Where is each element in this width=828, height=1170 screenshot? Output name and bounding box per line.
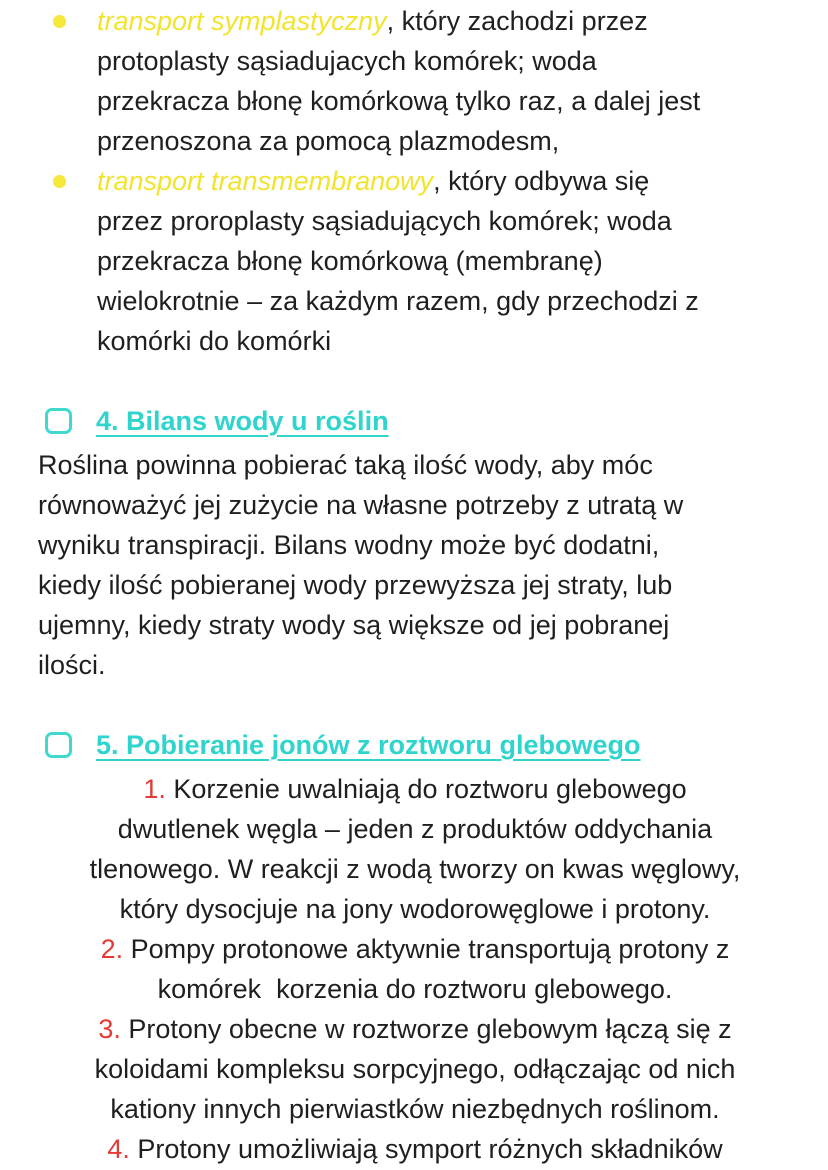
step-text: Korzenie uwalniają do roztworu glebowego bbox=[165, 774, 687, 804]
checkbox-icon[interactable] bbox=[45, 732, 72, 758]
step-text-line: koloidami kompleksu sorpcyjnego, odłączając od nich bbox=[94, 1054, 736, 1084]
paragraph-line: Roślina powinna pobierać taką ilość wody, aby móc bbox=[38, 450, 653, 480]
transport-bullet-list bbox=[0, 1, 828, 361]
section-4-heading bbox=[45, 401, 389, 441]
step-number: 4. bbox=[107, 1134, 130, 1164]
bullet-text-line: wielokrotnie – za każdym razem, gdy przechodzi z bbox=[97, 286, 699, 316]
step-item bbox=[30, 929, 800, 1009]
paragraph-line: ujemny, kiedy straty wody są większe od jej pobranej bbox=[38, 610, 670, 640]
step-item bbox=[30, 1129, 800, 1169]
paragraph-line: wyniku transpiracji. Bilans wodny może być dodatni, bbox=[38, 530, 660, 560]
bullet-text: , który zachodzi przez bbox=[386, 6, 648, 36]
highlighted-term: transport symplastyczny bbox=[97, 6, 387, 36]
section-5-heading bbox=[45, 725, 641, 765]
step-text-line: kationy innych pierwiastków niezbędnych roślinom. bbox=[110, 1094, 720, 1124]
section-4-paragraph bbox=[38, 445, 798, 685]
step-number: 2. bbox=[100, 934, 124, 964]
checkbox-icon[interactable] bbox=[45, 408, 72, 434]
bullet-transmembrane bbox=[0, 161, 828, 361]
paragraph-line: równoważyć jej zużycie na własne potrzeby z utratą w bbox=[38, 490, 684, 520]
step-text: Protony umożliwiają symport różnych składników bbox=[129, 1134, 723, 1164]
bullet-text-line: przenoszona za pomocą plazmodesm, bbox=[97, 126, 560, 156]
bullet-text: , który odbywa się bbox=[433, 166, 650, 196]
section-5-steps bbox=[30, 769, 800, 1169]
step-item bbox=[30, 769, 800, 929]
step-text: Protony obecne w roztworze glebowym łączą się z bbox=[120, 1014, 732, 1044]
bullet-text-line: komórki do komórki bbox=[97, 326, 332, 356]
step-item bbox=[30, 1009, 800, 1129]
bullet-dot-icon bbox=[53, 175, 66, 188]
bullet-text-line: przekracza błonę komórkową tylko raz, a dalej jest bbox=[97, 86, 701, 116]
paragraph-line: kiedy ilość pobieranej wody przewyższa jej straty, lub bbox=[38, 570, 673, 600]
bullet-dot-icon bbox=[53, 15, 66, 28]
section-5-title: 5. Pobieranie jonów z roztworu glebowego bbox=[96, 729, 641, 760]
step-text: Pompy protonowe aktywnie transportują protony z bbox=[123, 934, 730, 964]
bullet-text-line: przez proroplasty sąsiadujących komórek; woda bbox=[97, 206, 672, 236]
section-4-title: 4. Bilans wody u roślin bbox=[96, 405, 389, 436]
step-text-line: który dysocjuje na jony wodorowęglowe i protony. bbox=[119, 894, 711, 924]
step-number: 3. bbox=[98, 1014, 121, 1044]
step-text-line: tlenowego. W reakcji z wodą tworzy on kwas węglowy, bbox=[89, 854, 741, 884]
paragraph-line: ilości. bbox=[38, 650, 106, 680]
step-text-line: komórek korzenia do roztworu glebowego. bbox=[157, 974, 673, 1004]
bullet-symplast bbox=[0, 1, 828, 161]
step-number: 1. bbox=[143, 774, 166, 804]
highlighted-term: transport transmembranowy bbox=[97, 166, 434, 196]
step-text-line: dwutlenek węgla – jeden z produktów oddychania bbox=[117, 814, 713, 844]
bullet-text-line: przekracza błonę komórkową (membranę) bbox=[97, 246, 603, 276]
bullet-text-line: protoplasty sąsiadujacych komórek; woda bbox=[97, 46, 597, 76]
